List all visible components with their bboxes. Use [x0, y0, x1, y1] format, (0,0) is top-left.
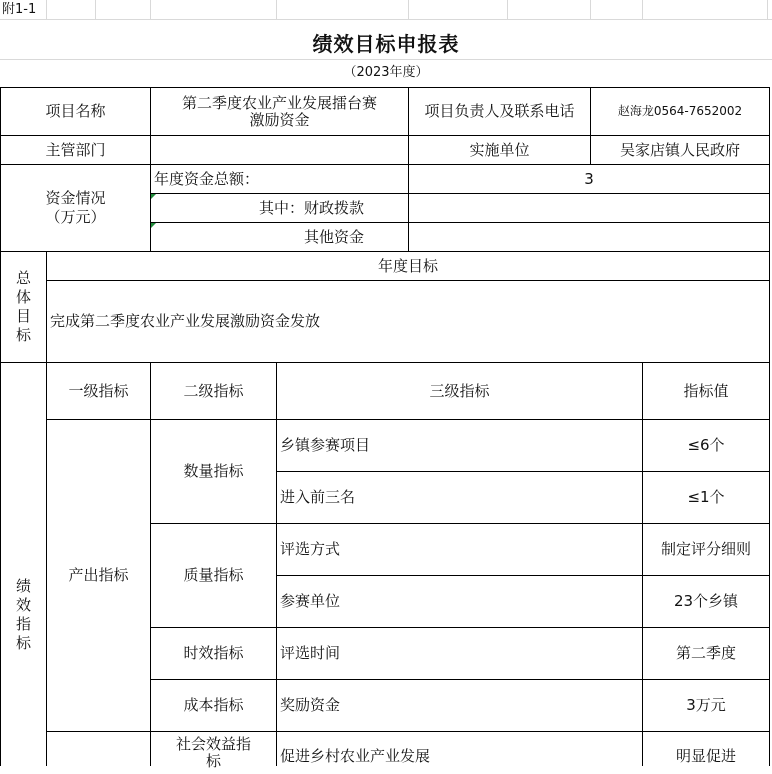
- funds-fiscal-value: [409, 194, 769, 222]
- indicator-item: 评选时间: [280, 644, 341, 662]
- indicator-value: 23个乡镇: [673, 592, 739, 610]
- indicators-side-char: 指: [15, 614, 31, 633]
- sheet-gridline: [0, 19, 772, 20]
- sheet-gridline: [46, 0, 47, 19]
- impl-unit-value: 吴家店镇人民政府: [619, 140, 740, 159]
- header-value: 指标值: [683, 381, 729, 400]
- indicator-value: 第二季度: [675, 644, 736, 662]
- sheet-gridline: [0, 59, 772, 60]
- dept-value: [151, 136, 408, 164]
- form-subtitle: （2023年度）: [343, 65, 429, 80]
- dept-label: 主管部门: [45, 140, 106, 159]
- level1-benefit: [47, 732, 150, 766]
- sheet-gridline: [95, 0, 96, 19]
- indicator-value: ≤1个: [687, 488, 725, 506]
- project-name-value: 第二季度农业产业发展擂台赛激励资金: [181, 93, 377, 129]
- level2-quantity: 数量指标: [183, 462, 244, 480]
- funds-label-line2: （万元）: [45, 208, 106, 226]
- indicator-value: 明显促进: [675, 747, 736, 765]
- indicator-value: 制定评分细则: [660, 540, 751, 558]
- indicator-item: 评选方式: [280, 540, 341, 558]
- indicators-side-char: 标: [15, 633, 31, 652]
- level2-social-benefit: 社会效益指标: [175, 735, 251, 770]
- annual-goal-content: 完成第二季度农业产业发展激励资金发放: [50, 312, 321, 330]
- indicators-side-label: [1, 363, 46, 766]
- sheet-gridline: [276, 0, 277, 19]
- indicator-item: 奖励资金: [280, 696, 341, 714]
- indicator-item: 进入前三名: [280, 488, 356, 506]
- indicators-side-char: 绩: [15, 576, 31, 595]
- level1-output: 产出指标: [68, 566, 129, 584]
- header-level1: 一级指标: [68, 381, 129, 400]
- overall-side-char: 总: [15, 269, 31, 287]
- annual-goal-header: 年度目标: [377, 256, 438, 275]
- project-leader-value: 赵海龙0564-7652002: [617, 104, 743, 118]
- indicators-side-char: 效: [15, 595, 31, 614]
- level2-timeliness: 时效指标: [183, 644, 244, 662]
- sheet-gridline: [767, 0, 768, 19]
- indicator-item: 乡镇参赛项目: [280, 436, 371, 454]
- sheet-gridline: [150, 0, 151, 19]
- funds-total-label: 年度资金总额：: [154, 169, 260, 188]
- attachment-label: 附1-1: [2, 2, 37, 17]
- funds-label: [1, 165, 150, 251]
- overall-goal-side-label: [1, 252, 46, 362]
- sheet-gridline: [642, 0, 643, 19]
- impl-unit-label: 实施单位: [469, 140, 530, 159]
- level2-quality: 质量指标: [183, 566, 244, 584]
- sheet-gridline: [408, 0, 409, 19]
- indicator-item: 促进乡村农业产业发展: [280, 747, 431, 765]
- sheet-gridline: [507, 0, 508, 19]
- form-title: 绩效目标申报表: [312, 32, 460, 56]
- funds-total-value: 3: [584, 169, 594, 188]
- header-level2: 二级指标: [183, 381, 244, 400]
- overall-side-char: 目: [15, 307, 31, 325]
- funds-fiscal-label: 其中：财政拨款: [258, 198, 364, 217]
- project-name-label: 项目名称: [45, 102, 106, 120]
- project-leader-label: 项目负责人及联系电话: [424, 102, 575, 120]
- funds-other-label: 其他资金: [303, 227, 364, 246]
- overall-side-char: 体: [15, 288, 31, 306]
- indicator-item: 参赛单位: [280, 592, 341, 610]
- indicator-value: ≤6个: [687, 436, 725, 454]
- table-border: [769, 87, 770, 766]
- funds-label-line1: 资金情况: [45, 189, 106, 207]
- overall-side-char: 标: [15, 326, 31, 344]
- indicator-value: 3万元: [686, 696, 726, 714]
- sheet-gridline: [590, 0, 591, 19]
- level2-cost: 成本指标: [183, 696, 244, 714]
- funds-other-value: [409, 223, 769, 251]
- header-level3: 三级指标: [429, 381, 490, 400]
